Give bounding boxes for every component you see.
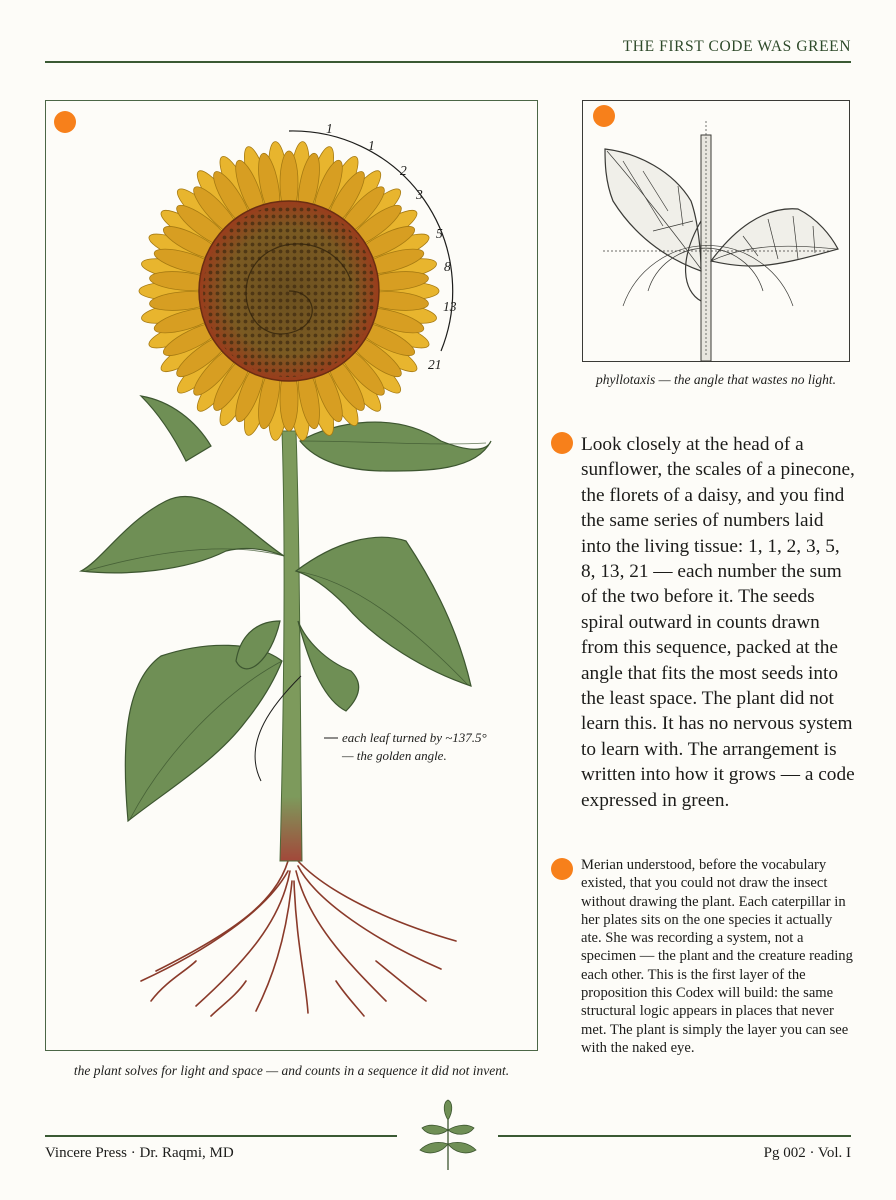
fibonacci-label-3: 3 bbox=[416, 187, 423, 202]
fibonacci-label-2: 2 bbox=[400, 163, 407, 178]
footer-rule-right bbox=[498, 1135, 851, 1137]
sunflower-plant-illustration bbox=[46, 101, 539, 1052]
lead-paragraph: Look closely at the head of a sunflower, the scales of a pinecone, the florets of a daisy, and you find the same series of numbers laid into the living tissue: 1, 1, 2, 3, 5, 8, 13, 21 — each number the sum of the two before it. The seeds spiral outward in counts drawn from this sequence, packed at the angle that fits the most seeds into the least space. The plant did not learn this. It has no nervous system to learn with. The arrangement is written into how it grows — a code expressed in green. bbox=[581, 434, 855, 811]
parsley-sprig-icon bbox=[412, 1098, 484, 1172]
fibonacci-label-21: 21 bbox=[428, 357, 442, 372]
fibonacci-label-5: 5 bbox=[436, 226, 443, 241]
marker-dot-inset bbox=[593, 105, 615, 127]
golden-angle-annotation-line2: — the golden angle. bbox=[342, 748, 447, 763]
marker-dot-figure bbox=[54, 111, 76, 133]
marker-dot-second bbox=[551, 858, 573, 880]
golden-angle-annotation-line1: each leaf turned by ~137.5° bbox=[342, 730, 487, 745]
phyllotaxis-figure bbox=[582, 100, 850, 362]
second-paragraph: Merian understood, before the vocabulary existed, that you could not draw the insect without drawing the plant. Each caterpillar in her plates sits on the one species it actually ate. She was recording a system, not a specimen — the plant and the creature reading each other. This is the first layer of the proposition this Codex will build: the same structural logic appears in places that never met. The plant is simply the layer you can see with the naked eye. bbox=[581, 857, 853, 1056]
page-header-title: THE FIRST CODE WAS GREEN bbox=[622, 38, 851, 55]
fibonacci-label-1b: 1 bbox=[368, 138, 375, 153]
marker-dot-lead bbox=[551, 432, 573, 454]
footer-page-number: Pg 002 · Vol. I bbox=[763, 1145, 851, 1161]
footer-publisher: Vincere Press · Dr. Raqmi, MD bbox=[45, 1145, 234, 1161]
header-rule bbox=[45, 61, 851, 63]
footer-rule-left bbox=[45, 1135, 397, 1137]
inset-caption: phyllotaxis — the angle that wastes no light. bbox=[596, 372, 836, 387]
fibonacci-label-8: 8 bbox=[444, 259, 451, 274]
figure-caption: the plant solves for light and space — and counts in a sequence it did not invent. bbox=[73, 1063, 510, 1078]
fibonacci-label-1a: 1 bbox=[326, 121, 333, 136]
sunflower-figure bbox=[45, 100, 538, 1051]
phyllotaxis-leaf-angle-diagram bbox=[583, 101, 851, 363]
fibonacci-label-13: 13 bbox=[443, 299, 457, 314]
